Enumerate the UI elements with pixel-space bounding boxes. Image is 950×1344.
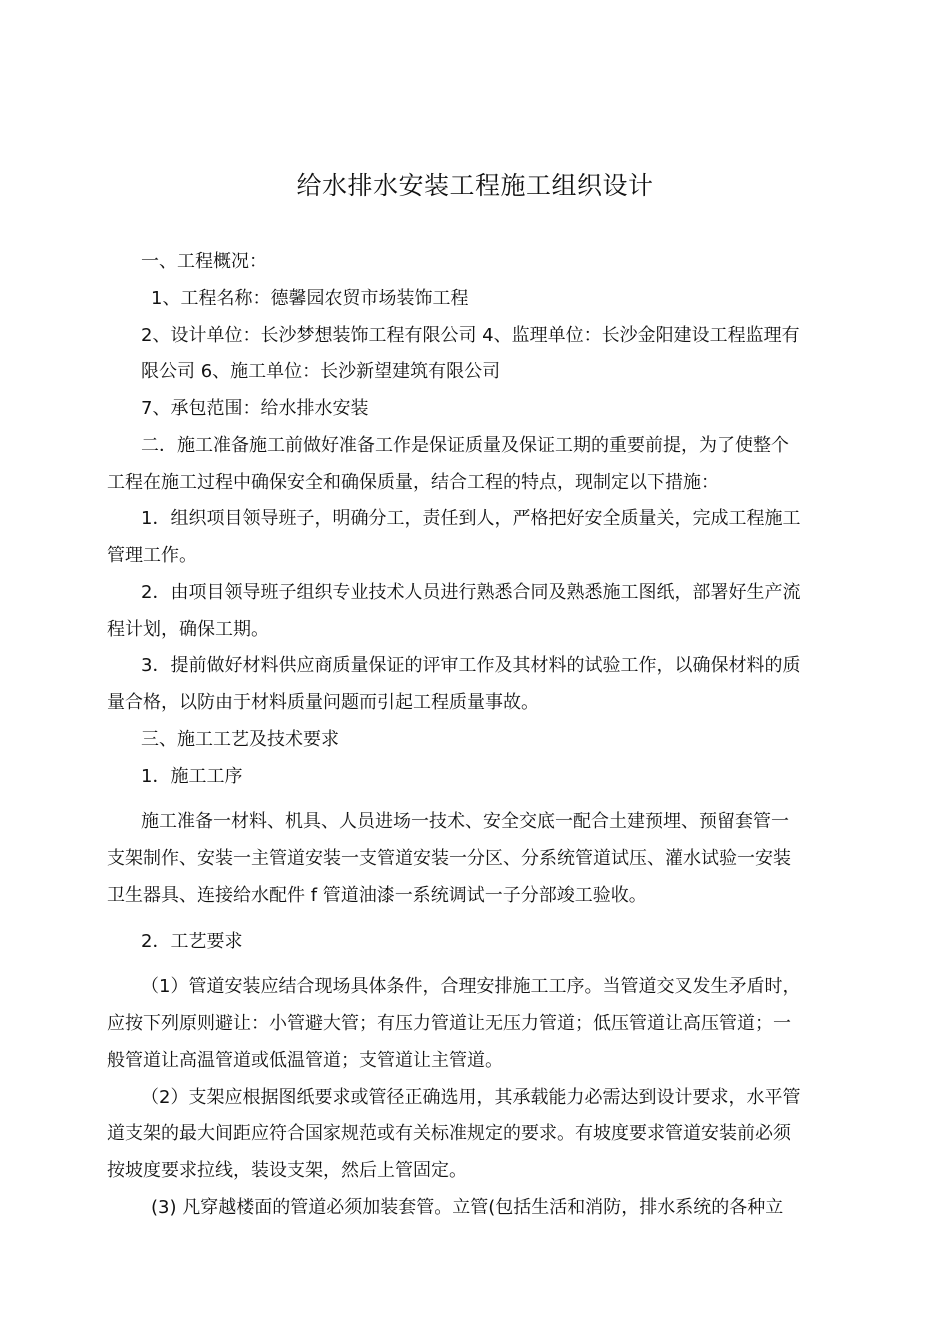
paragraph-line: 1．组织项目领导班子，明确分工，责任到人，严格把好安全质量关，完成工程施工 xyxy=(141,508,801,530)
paragraph-line: 道支架的最大间距应符合国家规范或有关标准规定的要求。有坡度要求管道安装前必须 xyxy=(107,1123,791,1145)
paragraph-line: 支架制作、安装一主管道安装一支管道安装一分区、分系统管道试压、灌水试验一安装 xyxy=(107,848,791,869)
paragraph-line: （2）支架应根据图纸要求或管径正确选用，其承载能力必需达到设计要求，水平管 xyxy=(141,1086,801,1108)
paragraph-line: 应按下列原则避让：小管避大管；有压力管道让无压力管道；低压管道让高压管道；一 xyxy=(107,1013,791,1034)
paragraph-line: 施工准备一材料、机具、人员进场一技术、安全交底一配合土建预埋、预留套管一 xyxy=(141,811,789,833)
subsection-heading: 2．工艺要求 xyxy=(141,930,243,952)
paragraph-line: 按坡度要求拉线，装设支架，然后上管固定。 xyxy=(107,1160,467,1181)
paragraph-line: 般管道让高温管道或低温管道；支管道让主管道。 xyxy=(107,1049,503,1071)
paragraph-line: 卫生器具、连接给水配件 f 管道油漆一系统调试一子分部竣工验收。 xyxy=(107,884,647,906)
section-heading-overview: 一、工程概况： xyxy=(141,251,267,272)
paragraph-line: 管理工作。 xyxy=(107,545,197,566)
paragraph-line: 程计划，确保工期。 xyxy=(107,618,269,640)
paragraph-line: 限公司 6、施工单位：长沙新望建筑有限公司 xyxy=(141,361,501,383)
paragraph-line: 1、工程名称：德馨园农贸市场装饰工程 xyxy=(151,287,469,309)
paragraph-line: 量合格，以防由于材料质量问题而引起工程质量事故。 xyxy=(107,692,539,713)
document-body xyxy=(107,244,877,1227)
document-title: 给水排水安装工程施工组织设计 xyxy=(296,171,654,200)
paragraph-line: 7、承包范围：给水排水安装 xyxy=(141,398,369,419)
section-heading-preparation: 二．施工准备施工前做好准备工作是保证质量及保证工期的重要前提，为了使整个 xyxy=(141,434,789,456)
paragraph-line: 工程在施工过程中确保安全和确保质量，结合工程的特点，现制定以下措施： xyxy=(107,471,719,493)
section-heading-process: 三、施工工艺及技术要求 xyxy=(141,728,339,750)
paragraph-line: 2．由项目领导班子组织专业技术人员进行熟悉合同及熟悉施工图纸，部署好生产流 xyxy=(141,581,801,603)
paragraph-line: （1）管道安装应结合现场具体条件，合理安排施工工序。当管道交叉发生矛盾时， xyxy=(141,976,801,998)
subsection-heading: 1．施工工序 xyxy=(141,765,243,787)
paragraph-line: 3．提前做好材料供应商质量保证的评审工作及其材料的试验工作，以确保材料的质 xyxy=(141,655,801,677)
paragraph-line: (3) 凡穿越楼面的管道必须加装套管。立管(包括生活和消防，排水系统的各种立 xyxy=(151,1196,784,1218)
paragraph-line: 2、设计单位：长沙梦想装饰工程有限公司 4、监理单位：长沙金阳建设工程监理有 xyxy=(141,324,800,346)
